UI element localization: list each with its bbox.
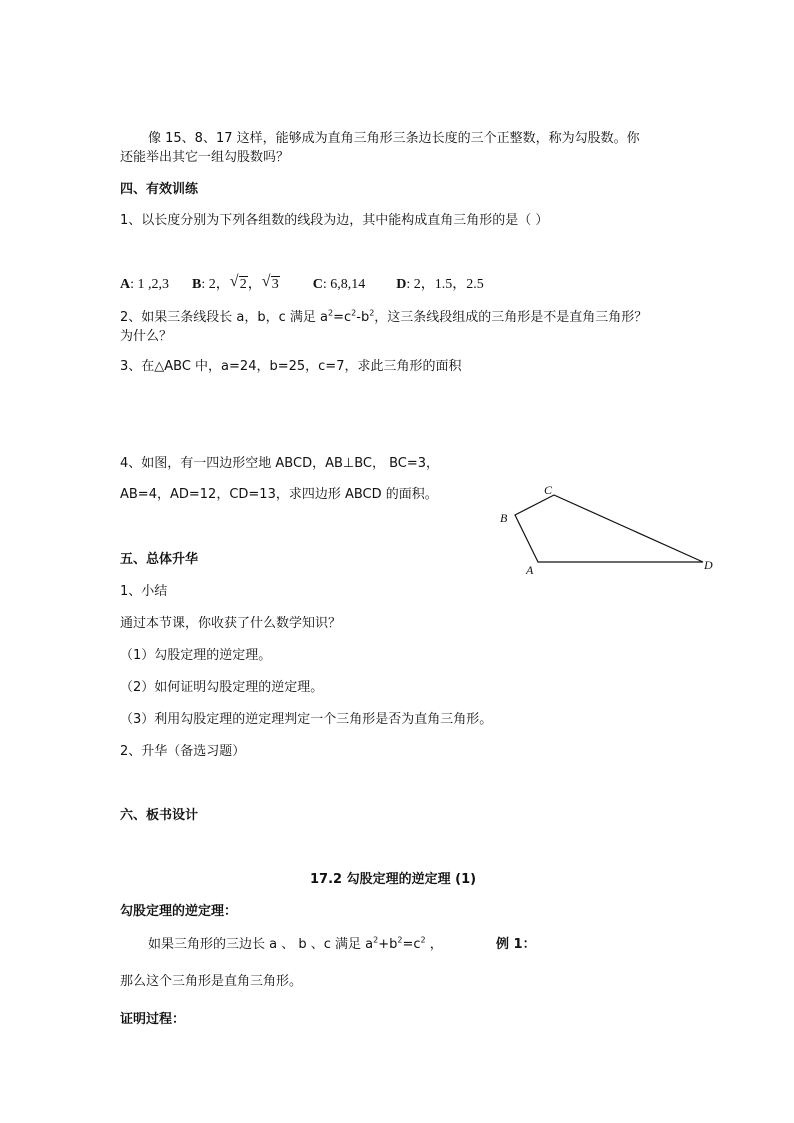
quadrilateral-abcd-figure (490, 478, 720, 578)
question-1: 1、以长度分别为下列各组数的线段为边，其中能构成直角三角形的是（ ） (120, 213, 549, 228)
question-3: 3、在△ABC 中，a=24，b=25，c=7，求此三角形的面积 (120, 359, 462, 374)
sqrt-2: √ 2 (229, 273, 247, 292)
example-label: 例 1： (496, 937, 536, 952)
question-4-line-2: AB=4，AD=12，CD=13，求四边形 ABCD 的面积。 (120, 487, 438, 502)
section-4-heading: 四、有效训练 (120, 182, 199, 197)
summary-point-1: （1）勾股定理的逆定理。 (120, 648, 272, 663)
vertex-label-c: C (544, 483, 553, 497)
option-a: A: 1 ,2,3 (120, 277, 170, 292)
theorem-label: 勾股定理的逆定理： (120, 904, 238, 919)
sqrt-3: √ 3 (261, 273, 279, 292)
question-4-line-1: 4、如图，有一四边形空地 ABCD，AB⊥BC， BC=3， (120, 456, 440, 471)
option-d: D: 2，1.5，2.5 (396, 277, 484, 292)
vertex-label-b: B (500, 511, 508, 525)
board-title: 17.2 勾股定理的逆定理 (1) (310, 872, 477, 887)
proof-label: 证明过程： (120, 1012, 186, 1027)
intro-line-2: 还能举出其它一组勾股数吗？ (120, 150, 290, 165)
option-c: C: 6,8,14 (312, 277, 366, 292)
question-2-line-2: 为什么？ (120, 329, 173, 344)
section-6-heading: 六、板书设计 (120, 808, 199, 823)
option-b: B: 2， √ 2， √ 3 (192, 273, 279, 292)
intro-line-1: 像 15、8、17 这样，能够成为直角三角形三条边长度的三个正整数，称为勾股数。你 (148, 131, 640, 146)
theorem-statement-line-1: 如果三角形的三边长 a 、 b 、c 满足 $a^2+b^2=c^2$ ， (148, 935, 443, 952)
summary-question: 通过本节课，你收获了什么数学知识？ (120, 616, 342, 631)
quadrilateral-shape (515, 495, 703, 562)
vertex-label-a: A (526, 563, 534, 577)
theorem-statement-line-2: 那么这个三角形是直角三角形。 (120, 974, 303, 989)
question-2: 2、如果三条线段长 a，b，c 满足 $a^2=c^2-b^2$，这三条线段组成的三角形是不是直角三角形？ (120, 308, 648, 325)
sublimation-item: 2、升华（备选习题） (120, 744, 246, 759)
summary-item: 1、小结 (120, 584, 168, 599)
section-5-heading: 五、总体升华 (120, 552, 199, 567)
summary-point-2: （2）如何证明勾股定理的逆定理。 (120, 680, 324, 695)
summary-point-3: （3）利用勾股定理的逆定理判定一个三角形是否为直角三角形。 (120, 712, 493, 727)
vertex-label-d: D (704, 558, 713, 572)
question-1-options (120, 273, 484, 294)
